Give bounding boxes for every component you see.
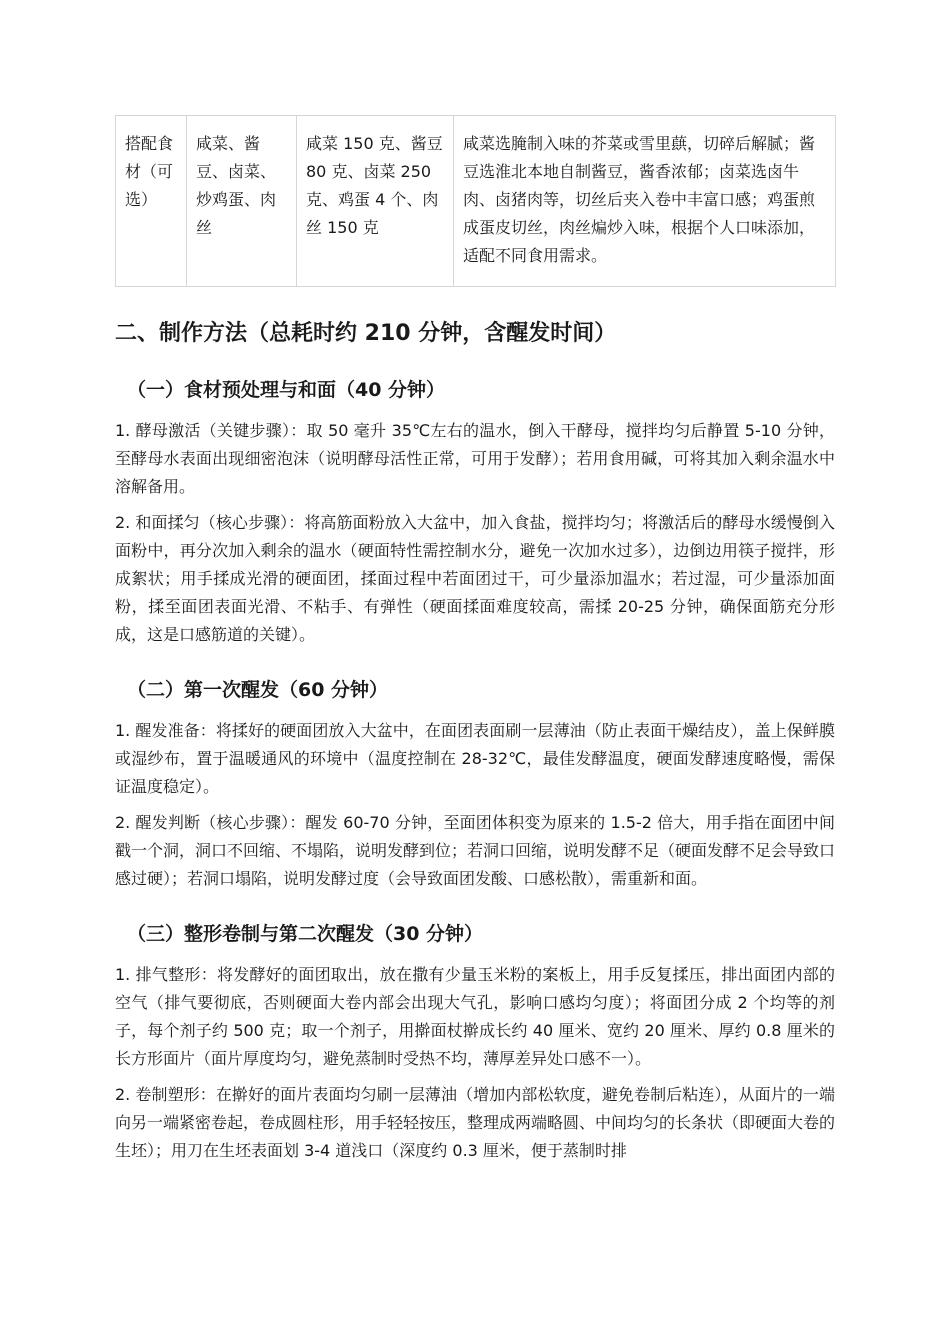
step-paragraph: 2. 醒发判断（核心步骤）：醒发 60-70 分钟，至面团体积变为原来的 1.5-2 倍大，用手指在面团中间戳一个洞，洞口不回缩、不塌陷，说明发酵到位；若洞口回缩，说明发酵不足（硬面发酵不足会导致口感过硬）；若洞口塌陷，说明发酵过度（会导致面团发酸、口感松散），需重新和面。 (115, 813, 836, 888)
step-paragraph: 1. 醒发准备：将揉好的硬面团放入大盆中，在面团表面刷一层薄油（防止表面干燥结皮），盖上保鲜膜或湿纱布，置于温暖通风的环境中（温度控制在 28-32℃，最佳发酵温度，硬面发酵速度略慢，需保证温度稳定）。 (115, 721, 835, 796)
step-paragraph: 2. 和面揉匀（核心步骤）：将高筋面粉放入大盆中，加入食盐，搅拌均匀；将激活后的酵母水缓慢倒入面粉中，再分次加入剩余的温水（硬面特性需控制水分，避免一次加水过多），边倒边用筷子搅拌，形成絮状；用手揉成光滑的硬面团，揉面过程中若面团过干，可少量添加温水；若过湿，可少量添加面粉，揉至面团表面光滑、不粘手、有弹性（硬面揉面难度较高，需揉 20-25 分钟，确保面筋充分形成，这是口感筋道的关键）。 (115, 513, 835, 644)
subsection-heading-first-proof: （二）第一次醒发（60 分钟） (127, 679, 389, 701)
table-row (116, 116, 836, 287)
ingredient-table (115, 115, 836, 287)
step-paragraph: 1. 排气整形：将发酵好的面团取出，放在撒有少量玉米粉的案板上，用手反复揉压，排出面团内部的空气（排气要彻底，否则硬面大卷内部会出现大气孔，影响口感均匀度）；将面团分成 2 个均等的剂子，每个剂子约 500 克；取一个剂子，用擀面杖擀成长约 40 厘米、宽约 20 厘米、厚约 0.8 厘米的长方形面片（面片厚度均匀，避免蒸制时受热不均，薄厚差异处口感不一）。 (115, 965, 835, 1068)
row-items-cell: 咸菜、酱豆、卤菜、炒鸡蛋、肉丝 (187, 116, 297, 287)
step-paragraph: 2. 卷制塑形：在擀好的面片表面均匀刷一层薄油（增加内部松软度，避免卷制后粘连），从面片的一端向另一端紧密卷起，卷成圆柱形，用手轻轻按压，整理成两端略圆、中间均匀的长条状（即硬面大卷的生坯）；用刀在生坯表面划 3-4 道浅口（深度约 0.3 厘米，便于蒸制时排 (115, 1085, 836, 1160)
row-amount-cell: 咸菜 150 克、酱豆 80 克、卤菜 250 克、鸡蛋 4 个、肉丝 150 克 (297, 116, 454, 287)
subsection-heading-prep: （一）食材预处理与和面（40 分钟） (127, 379, 446, 401)
document-page (115, 115, 835, 1165)
row-note-cell: 咸菜选腌制入味的芥菜或雪里蕻，切碎后解腻；酱豆选淮北本地自制酱豆，酱香浓郁；卤菜选卤牛肉、卤猪肉等，切丝后夹入卷中丰富口感；鸡蛋煎成蛋皮切丝，肉丝煸炒入味，根据个人口味添加，适配不同食用需求。 (454, 116, 836, 287)
row-label-cell: 搭配食材（可选） (116, 116, 187, 287)
section-heading-method: 二、制作方法（总耗时约 210 分钟，含醒发时间） (115, 321, 617, 346)
step-paragraph: 1. 酵母激活（关键步骤）：取 50 毫升 35℃左右的温水，倒入干酵母，搅拌均匀后静置 5-10 分钟，至酵母水表面出现细密泡沫（说明酵母活性正常，可用于发酵）；若用食用碱，可将其加入剩余温水中溶解备用。 (115, 421, 835, 496)
subsection-heading-shaping: （三）整形卷制与第二次醒发（30 分钟） (127, 923, 484, 945)
